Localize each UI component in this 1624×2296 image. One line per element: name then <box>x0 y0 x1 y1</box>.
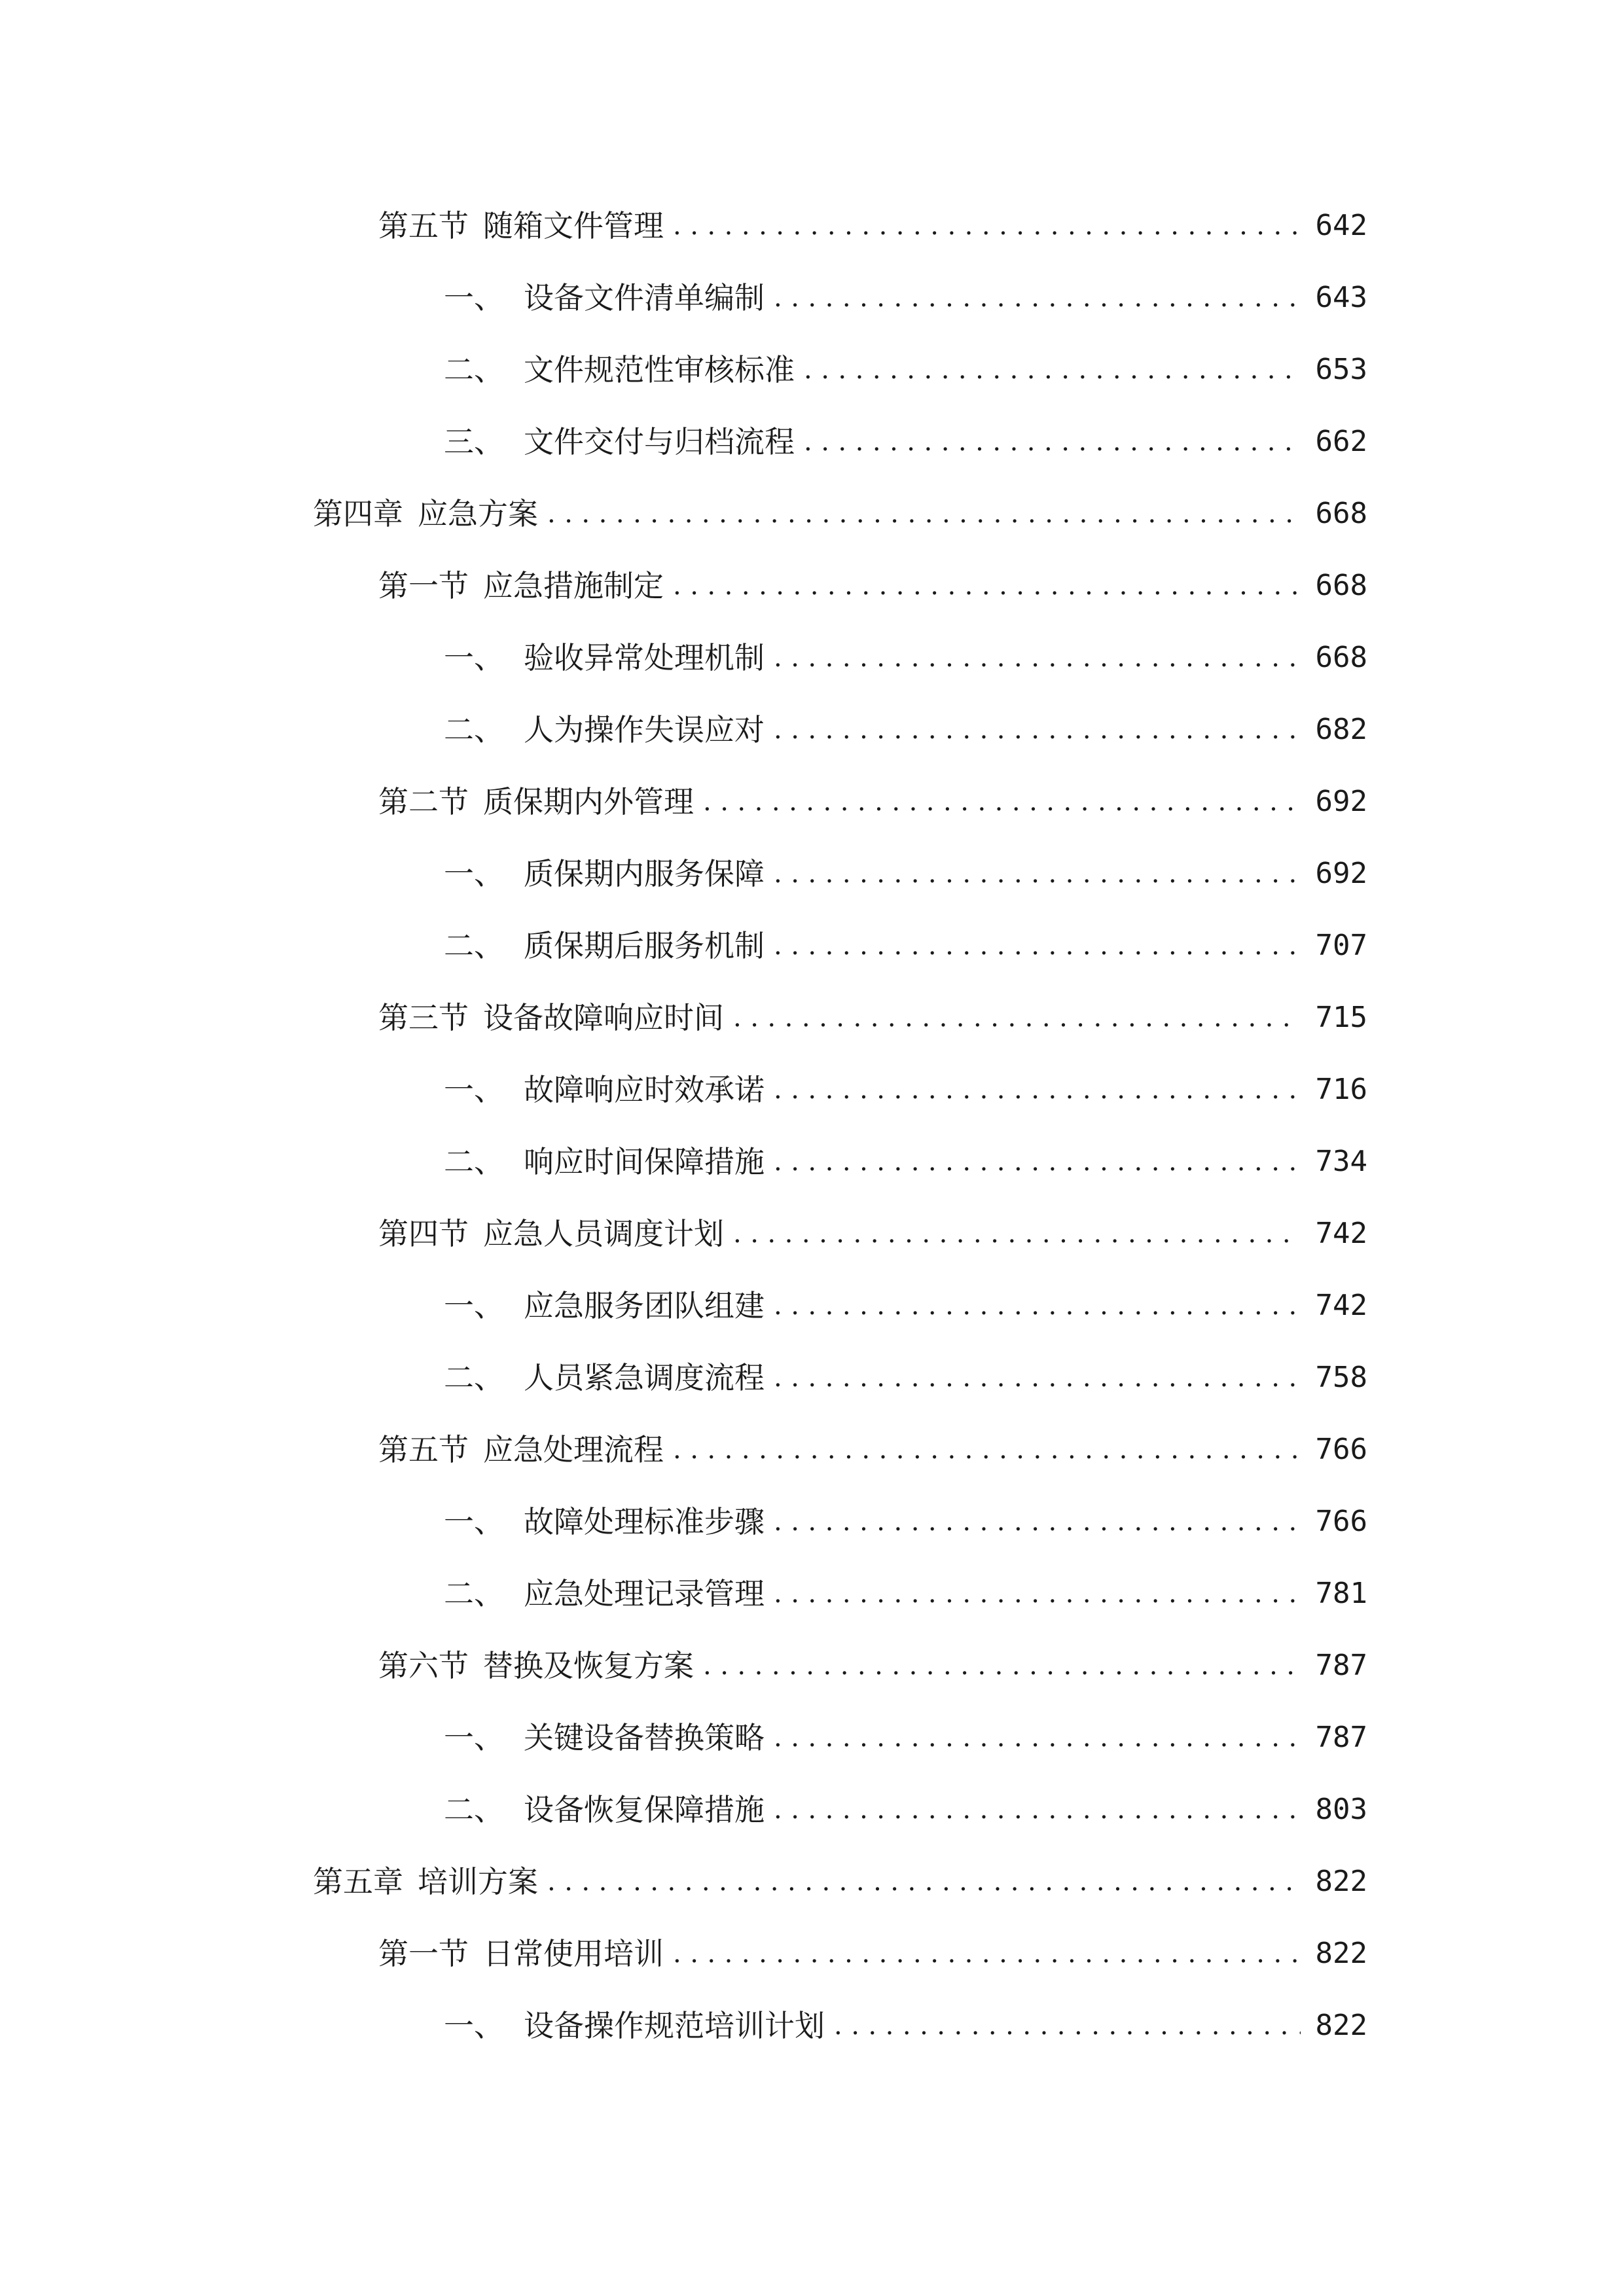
toc-entry-page: 707 <box>1315 929 1367 962</box>
toc-entry-number: 第五节 <box>378 208 469 243</box>
toc-entry-page: 787 <box>1315 1721 1367 1754</box>
toc-entry[interactable] <box>0 694 1624 766</box>
toc-entry-page: 643 <box>1315 281 1367 314</box>
toc-entry-page: 692 <box>1315 785 1367 818</box>
toc-entry-title: 应急处理记录管理 <box>524 1576 765 1611</box>
toc-entry[interactable] <box>0 1198 1624 1270</box>
toc-entry-number: 第三节 <box>378 1000 469 1035</box>
toc-entry-number: 一、 <box>444 280 504 315</box>
dot-leader <box>673 213 1301 239</box>
toc-entry-page: 766 <box>1315 1505 1367 1538</box>
dot-leader <box>703 789 1301 815</box>
toc-entry-number: 一、 <box>444 1720 504 1755</box>
dot-leader <box>804 357 1301 383</box>
toc-entry-title: 关键设备替换策略 <box>524 1720 765 1755</box>
dot-leader <box>547 1869 1301 1895</box>
toc-entry-title: 设备故障响应时间 <box>483 1000 724 1035</box>
toc-entry[interactable] <box>0 190 1624 262</box>
dot-leader <box>774 933 1301 959</box>
toc-entry-number: 一、 <box>444 1504 504 1539</box>
toc-entry[interactable] <box>0 1126 1624 1198</box>
toc-entry-title: 应急方案 <box>418 496 538 531</box>
toc-entry-title: 随箱文件管理 <box>483 208 664 243</box>
table-of-contents <box>0 190 1624 2062</box>
toc-entry-title: 替换及恢复方案 <box>483 1648 694 1683</box>
dot-leader <box>834 2013 1301 2039</box>
toc-entry-number: 第一节 <box>378 568 469 603</box>
toc-entry[interactable] <box>0 838 1624 910</box>
toc-entry[interactable] <box>0 550 1624 622</box>
toc-entry[interactable] <box>0 1486 1624 1558</box>
dot-leader <box>673 1437 1301 1463</box>
toc-entry-page: 822 <box>1315 2009 1367 2042</box>
dot-leader <box>774 1581 1301 1607</box>
toc-entry-number: 一、 <box>444 640 504 675</box>
toc-entry-number: 第二节 <box>378 784 469 819</box>
toc-entry[interactable] <box>0 1270 1624 1342</box>
toc-entry-number: 一、 <box>444 856 504 891</box>
toc-entry-page: 653 <box>1315 353 1367 386</box>
toc-entry-title: 日常使用培训 <box>483 1936 664 1971</box>
dot-leader <box>703 1653 1301 1679</box>
toc-entry-page: 692 <box>1315 857 1367 890</box>
dot-leader <box>547 501 1301 527</box>
toc-entry-number: 第六节 <box>378 1648 469 1683</box>
toc-entry-number: 二、 <box>444 1360 504 1395</box>
toc-entry[interactable] <box>0 1558 1624 1630</box>
toc-entry-title: 质保期内外管理 <box>483 784 694 819</box>
toc-entry-page: 822 <box>1315 1865 1367 1898</box>
toc-entry-title: 培训方案 <box>418 1864 538 1899</box>
toc-entry-number: 二、 <box>444 1144 504 1179</box>
toc-entry-page: 787 <box>1315 1649 1367 1682</box>
dot-leader <box>733 1221 1301 1247</box>
toc-entry[interactable] <box>0 1918 1624 1990</box>
toc-entry-title: 应急措施制定 <box>483 568 664 603</box>
dot-leader <box>774 1149 1301 1175</box>
toc-entry-number: 第五章 <box>313 1864 403 1899</box>
toc-entry-number: 三、 <box>444 424 504 459</box>
toc-entry-title: 质保期内服务保障 <box>524 856 765 891</box>
toc-entry[interactable] <box>0 1342 1624 1414</box>
dot-leader <box>804 429 1301 455</box>
toc-entry[interactable] <box>0 1702 1624 1774</box>
dot-leader <box>774 861 1301 887</box>
toc-entry-page: 822 <box>1315 1937 1367 1970</box>
toc-entry-title: 文件交付与归档流程 <box>524 424 795 459</box>
dot-leader <box>774 285 1301 311</box>
toc-entry-number: 第四章 <box>313 496 403 531</box>
toc-entry-title: 设备恢复保障措施 <box>524 1792 765 1827</box>
toc-entry-title: 设备操作规范培训计划 <box>524 2008 825 2043</box>
toc-entry[interactable] <box>0 478 1624 550</box>
dot-leader <box>774 1509 1301 1535</box>
toc-entry[interactable] <box>0 262 1624 334</box>
toc-entry[interactable] <box>0 1630 1624 1702</box>
toc-entry-number: 二、 <box>444 928 504 963</box>
toc-entry-page: 734 <box>1315 1145 1367 1178</box>
toc-entry-page: 662 <box>1315 425 1367 458</box>
dot-leader <box>774 1725 1301 1751</box>
toc-entry-number: 第五节 <box>378 1432 469 1467</box>
toc-entry[interactable] <box>0 406 1624 478</box>
toc-entry[interactable] <box>0 1774 1624 1846</box>
toc-entry-number: 二、 <box>444 1792 504 1827</box>
toc-entry-number: 第一节 <box>378 1936 469 1971</box>
toc-entry-title: 文件规范性审核标准 <box>524 352 795 387</box>
toc-entry-page: 758 <box>1315 1361 1367 1394</box>
toc-entry-number: 一、 <box>444 1072 504 1107</box>
dot-leader <box>774 1077 1301 1103</box>
toc-entry-title: 响应时间保障措施 <box>524 1144 765 1179</box>
toc-entry-number: 一、 <box>444 1288 504 1323</box>
toc-entry-page: 668 <box>1315 641 1367 674</box>
toc-entry-page: 803 <box>1315 1793 1367 1826</box>
toc-entry[interactable] <box>0 1054 1624 1126</box>
toc-entry-number: 二、 <box>444 1576 504 1611</box>
toc-entry-title: 人员紧急调度流程 <box>524 1360 765 1395</box>
dot-leader <box>774 645 1301 671</box>
toc-entry-title: 验收异常处理机制 <box>524 640 765 675</box>
toc-entry-title: 应急处理流程 <box>483 1432 664 1467</box>
toc-entry-page: 766 <box>1315 1433 1367 1466</box>
toc-entry-title: 设备文件清单编制 <box>524 280 765 315</box>
toc-entry[interactable] <box>0 910 1624 982</box>
toc-entry-title: 故障处理标准步骤 <box>524 1504 765 1539</box>
toc-entry-title: 应急人员调度计划 <box>483 1216 724 1251</box>
toc-entry[interactable] <box>0 766 1624 838</box>
dot-leader <box>774 717 1301 743</box>
toc-entry[interactable] <box>0 622 1624 694</box>
toc-entry-number: 二、 <box>444 712 504 747</box>
toc-entry-title: 人为操作失误应对 <box>524 712 765 747</box>
toc-entry[interactable] <box>0 1990 1624 2062</box>
toc-entry-page: 742 <box>1315 1217 1367 1250</box>
dot-leader <box>774 1797 1301 1823</box>
toc-entry-page: 668 <box>1315 569 1367 602</box>
dot-leader <box>774 1293 1301 1319</box>
dot-leader <box>733 1005 1301 1031</box>
toc-entry[interactable] <box>0 1414 1624 1486</box>
toc-entry-page: 668 <box>1315 497 1367 530</box>
toc-entry-page: 715 <box>1315 1001 1367 1034</box>
dot-leader <box>673 1941 1301 1967</box>
toc-entry-number: 第四节 <box>378 1216 469 1251</box>
toc-entry-title: 故障响应时效承诺 <box>524 1072 765 1107</box>
toc-entry[interactable] <box>0 982 1624 1054</box>
toc-entry[interactable] <box>0 334 1624 406</box>
toc-entry-number: 二、 <box>444 352 504 387</box>
toc-entry[interactable] <box>0 1846 1624 1918</box>
toc-entry-title: 质保期后服务机制 <box>524 928 765 963</box>
toc-entry-page: 742 <box>1315 1289 1367 1322</box>
dot-leader <box>774 1365 1301 1391</box>
toc-entry-page: 642 <box>1315 209 1367 242</box>
toc-entry-page: 682 <box>1315 713 1367 746</box>
toc-entry-page: 716 <box>1315 1073 1367 1106</box>
dot-leader <box>673 573 1301 599</box>
toc-entry-page: 781 <box>1315 1577 1367 1610</box>
toc-entry-title: 应急服务团队组建 <box>524 1288 765 1323</box>
toc-entry-number: 一、 <box>444 2008 504 2043</box>
